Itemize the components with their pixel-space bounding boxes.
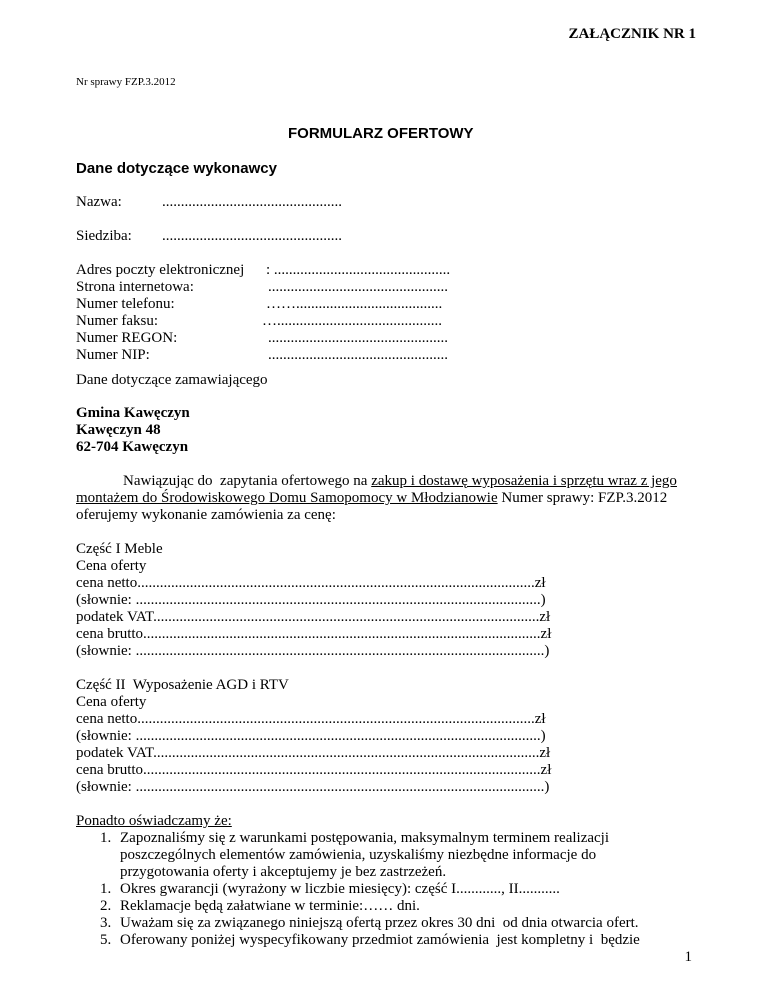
intro-line-3: oferujemy wykonanie zamówienia za cenę: <box>76 507 336 523</box>
declaration-text: Uważam się za związanego niniejszą ofertą przez okres 30 dni od dnia otwarcia ofert. <box>120 915 639 931</box>
declaration-text: Okres gwarancji (wyrażony w liczbie miesięcy): część I............, II........... <box>120 881 560 897</box>
declaration-number: 1. <box>100 830 112 846</box>
nip-value: ................................................ <box>268 347 448 363</box>
seat-value: ................................................ <box>162 228 342 244</box>
intro-text: Numer sprawy: FZP.3.2012 <box>497 490 668 506</box>
part-1-line: cena netto..........................................................................................................zł <box>76 575 546 591</box>
regon-label: Numer REGON: <box>76 330 178 346</box>
part-1-line: podatek VAT.......................................................................................................zł <box>76 609 551 625</box>
orderer-line: Gmina Kawęczyn <box>76 405 190 421</box>
part-2-line: Cena oferty <box>76 694 147 710</box>
part-2-title: Część II Wyposażenie AGD i RTV <box>76 677 289 693</box>
part-1-line: (słownie: .............................................................................................................) <box>76 643 550 659</box>
declaration-number: 1. <box>100 881 112 897</box>
intro-text: Nawiązując do zapytania ofertowego na <box>123 473 372 489</box>
intro-subject: montażem do Środowiskowego Domu Samopomocy w Młodzianowie <box>76 490 498 506</box>
phone-label: Numer telefonu: <box>76 296 175 312</box>
email-label: Adres poczty elektronicznej <box>76 262 245 278</box>
website-label: Strona internetowa: <box>76 279 194 295</box>
declaration-text: Reklamacje będą załatwiane w terminie:…… dni. <box>120 898 420 914</box>
declaration-text: Zapoznaliśmy się z warunkami postępowania, maksymalnym terminem realizacji <box>120 830 610 846</box>
attachment-label: ZAŁĄCZNIK NR 1 <box>568 26 696 42</box>
declarations-heading: Ponadto oświadczamy że: <box>76 813 232 829</box>
regon-value: ................................................ <box>268 330 448 346</box>
page-title: FORMULARZ OFERTOWY <box>288 125 474 142</box>
fax-label: Numer faksu: <box>76 313 159 329</box>
part-2-line: (słownie: .............................................................................................................) <box>76 779 550 795</box>
fax-value: …............................................ <box>262 313 442 329</box>
intro-line-2 <box>76 490 667 507</box>
website-value: ................................................ <box>268 279 448 295</box>
part-1-title: Część I Meble <box>76 541 163 557</box>
intro-line-1 <box>123 473 677 490</box>
part-1-line: cena brutto..........................................................................................................zł <box>76 626 552 642</box>
seat-label: Siedziba: <box>76 228 132 244</box>
declaration-text: przygotowania oferty i akceptujemy je bez zastrzeżeń. <box>120 864 447 880</box>
part-2-line: (słownie: ............................................................................................................) <box>76 728 546 744</box>
part-1-line: Cena oferty <box>76 558 147 574</box>
orderer-heading: Dane dotyczące zamawiającego <box>76 372 268 388</box>
part-1-line: (słownie: ............................................................................................................) <box>76 592 546 608</box>
intro-subject: zakup i dostawę wyposażenia i sprzętu wraz z jego <box>371 473 677 489</box>
declaration-number: 5. <box>100 932 112 948</box>
page-number: 1 <box>684 949 692 965</box>
orderer-line: Kawęczyn 48 <box>76 422 161 438</box>
name-value: ................................................ <box>162 194 342 210</box>
declaration-text: poszczególnych elementów zamówienia, uzyskaliśmy niezbędne informacje do <box>120 847 597 863</box>
nip-label: Numer NIP: <box>76 347 150 363</box>
email-value: : ............................................... <box>266 262 451 278</box>
part-2-line: podatek VAT.......................................................................................................zł <box>76 745 551 761</box>
contractor-heading: Dane dotyczące wykonawcy <box>76 160 277 177</box>
name-label: Nazwa: <box>76 194 122 210</box>
declaration-number: 3. <box>100 915 112 931</box>
part-2-line: cena brutto..........................................................................................................zł <box>76 762 552 778</box>
part-2-line: cena netto..........................................................................................................zł <box>76 711 546 727</box>
phone-value: ……....................................... <box>266 296 443 312</box>
declaration-number: 2. <box>100 898 112 914</box>
orderer-line: 62-704 Kawęczyn <box>76 439 189 455</box>
case-number: Nr sprawy FZP.3.2012 <box>76 76 176 88</box>
declaration-text: Oferowany poniżej wyspecyfikowany przedmiot zamówienia jest kompletny i będzie <box>120 932 640 948</box>
